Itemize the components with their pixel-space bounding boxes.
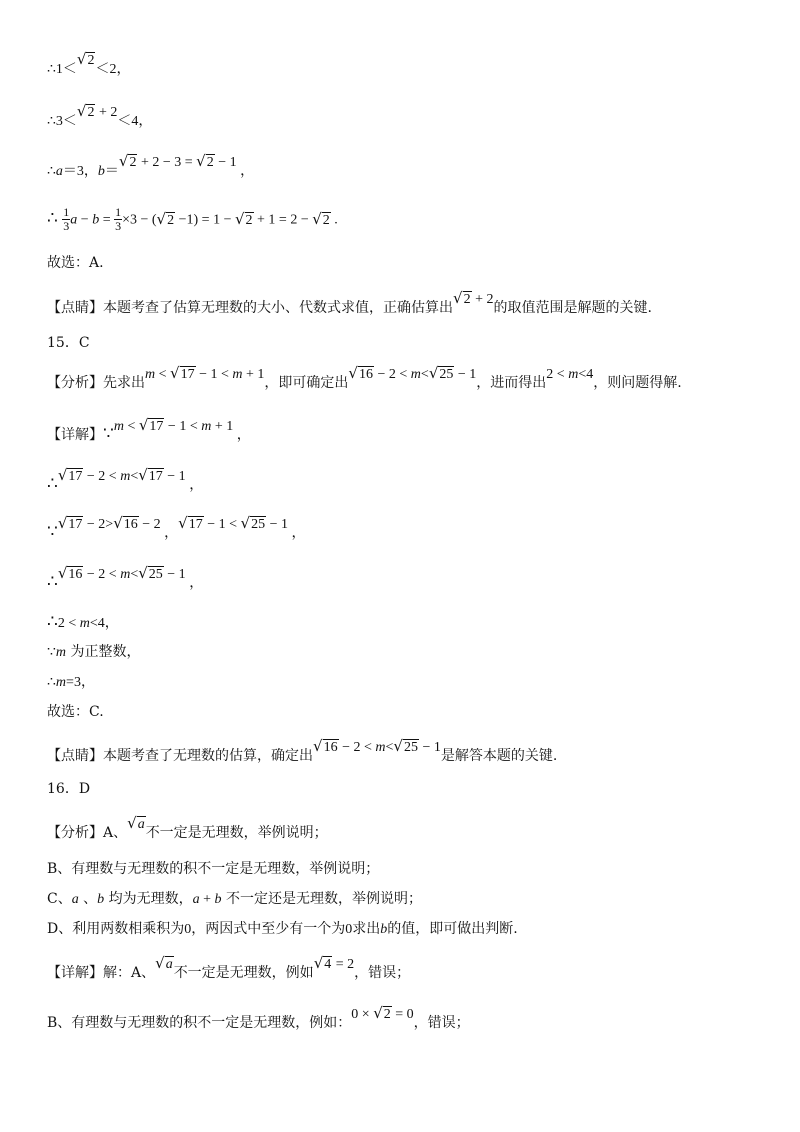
inequality-expression: √16 − 2 < m<√25 − 1 [57, 564, 186, 582]
inequality-expression: √17 − 2 < m<√17 − 1 [57, 466, 186, 484]
line-2: ∴3＜√2 + 2＜4， [47, 102, 153, 129]
b-expression: √2 + 2 − 3 = √2 − 1 [118, 152, 237, 170]
step-line: ∵m 为正整数， [47, 644, 141, 660]
therefore-icon: ∴ [47, 61, 56, 77]
inequality-expression: m < √17 − 1 < m + 1 [113, 416, 234, 434]
line-1: ∴1＜√2＜2， [47, 50, 131, 77]
inequality-expression: m < √17 − 1 < m + 1 [145, 364, 265, 382]
analysis-line: 【分析】先求出m < √17 − 1 < m + 1，即可确定出√16 − 2 < m<√25 − 1，进而得出2 < m<4，则问题得解. [47, 364, 682, 391]
analysis-line: B、有理数与无理数的积不一定是无理数，举例说明； [47, 861, 380, 877]
inequality-expression: 2 < m<4 [546, 367, 594, 382]
fraction-one-third: $\frac{1}{3}$ [115, 205, 122, 233]
comment-line: 【点睛】本题考查了估算无理数的大小、代数式求值，正确估算出√2 + 2的取值范围是解题的关键. [47, 289, 652, 316]
therefore-icon: ∴ [47, 474, 58, 494]
inequality-expression: √17 − 1 < √25 − 1 [178, 514, 288, 532]
analysis-line: D、利用两数相乘积为0，两因式中至少有一个为0求出b的值，即可做出判断. [47, 921, 518, 937]
comment-line: 【点睛】本题考查了无理数的估算，确定出√16 − 2 < m<√25 − 1是解答本题的关键. [47, 737, 558, 764]
therefore-icon: ∴ [47, 113, 56, 129]
fraction-one-third: $\frac{1}{3}$ [63, 205, 70, 233]
inequality-expression: √16 − 2 < m<√25 − 1 [348, 364, 477, 382]
sqrt-expression: √2 [76, 50, 95, 68]
inequality-expression: √16 − 2 < m<√25 − 1 [313, 737, 441, 755]
sqrt-a: √a [155, 954, 173, 972]
question-number: 15．C [47, 335, 90, 351]
question-number: 16．D [47, 781, 91, 797]
therefore-icon: ∴ [47, 674, 56, 690]
line-3: ∴a＝3，b＝√2 + 2 − 3 = √2 − 1 ， [47, 152, 255, 179]
analysis-line: C、a 、b 均为无理数，a + b 不一定还是无理数，举例说明； [47, 891, 422, 907]
step-line: ∴√16 − 2 < m<√25 − 1 ， [47, 564, 204, 592]
sqrt-a: √a [127, 814, 145, 832]
therefore-icon: ∴ [47, 612, 58, 632]
sqrt-plus-two: √2 + 2 [76, 102, 118, 120]
line-4: ∴ $\frac{1}{3}$ a − b = $\frac{1}{3}$ ×3 − (√2 −1) = 1 − √2 + 1 = 2 − √2 . [47, 205, 338, 233]
step-line: ∴2 < m<4， [47, 612, 119, 632]
detail-line: 【详解】∵m < √17 − 1 < m + 1 ， [47, 416, 251, 444]
therefore-icon: ∴ [47, 572, 58, 592]
because-icon: ∵ [47, 522, 58, 542]
sqrt-plus-two: √2 + 2 [453, 289, 494, 307]
step-line: ∴√17 − 2 < m<√17 − 1 ， [47, 466, 204, 494]
because-icon: ∵ [47, 644, 56, 660]
analysis-line: 【分析】A、√a不一定是无理数，举例说明； [47, 814, 328, 841]
answer-line: 故选：C. [47, 704, 104, 720]
detail-line: 【详解】解：A、√a不一定是无理数，例如√4 = 2，错误； [47, 954, 411, 981]
because-icon: ∵ [103, 424, 114, 444]
therefore-icon: ∴ [47, 163, 56, 179]
step-line: ∵√17 − 2>√16 − 2 ，√17 − 1 < √25 − 1 ， [47, 514, 306, 542]
answer-line: 故选：A. [47, 255, 104, 271]
zero-product-example: 0 × √2 = 0 [351, 1004, 414, 1022]
inequality-expression: √17 − 2>√16 − 2 [57, 514, 161, 532]
sqrt-four-example: √4 = 2 [313, 954, 355, 972]
therefore-icon: ∴ [47, 208, 58, 229]
step-line: ∴m=3， [47, 674, 95, 690]
detail-line: B、有理数与无理数的积不一定是无理数，例如：0 × √2 = 0，错误； [47, 1004, 470, 1031]
